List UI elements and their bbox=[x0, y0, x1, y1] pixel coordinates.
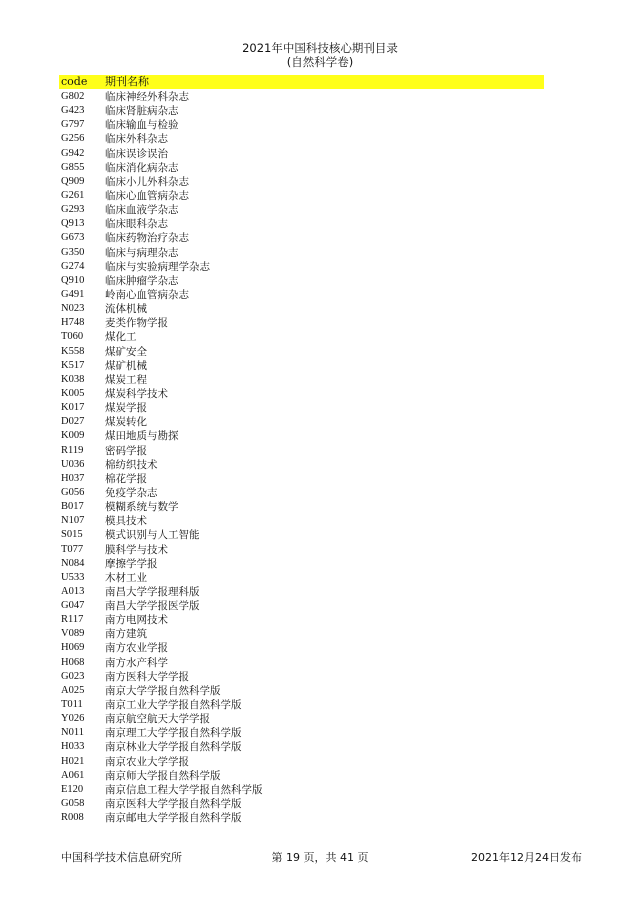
table-row bbox=[0, 387, 640, 401]
table-row bbox=[0, 670, 640, 684]
table-row bbox=[0, 401, 640, 415]
journal-code: N084 bbox=[61, 557, 85, 569]
journal-name: 麦类作物学报 bbox=[105, 317, 168, 330]
journal-name: 南京航空航天大学学报 bbox=[105, 713, 210, 726]
journal-code: G491 bbox=[61, 288, 85, 300]
journal-code: G023 bbox=[61, 670, 85, 682]
journal-name: 南京工业大学学报自然科学版 bbox=[105, 699, 242, 712]
table-row bbox=[0, 316, 640, 330]
journal-code: S015 bbox=[61, 529, 83, 541]
journal-name: 临床与实验病理学杂志 bbox=[105, 260, 210, 273]
journal-name: 模具技术 bbox=[105, 515, 147, 528]
journal-name: 临床血液学杂志 bbox=[105, 204, 179, 217]
table-row bbox=[0, 613, 640, 627]
journal-code: G261 bbox=[61, 189, 85, 201]
table-row bbox=[0, 755, 640, 769]
table-row bbox=[0, 472, 640, 486]
journal-name: 煤炭工程 bbox=[105, 373, 147, 386]
journal-name: 木材工业 bbox=[105, 571, 147, 584]
journal-code: A061 bbox=[61, 769, 85, 781]
table-row bbox=[0, 684, 640, 698]
table-row bbox=[0, 458, 640, 472]
table-row bbox=[0, 104, 640, 118]
journal-name: 南方医科大学学报 bbox=[105, 670, 189, 683]
journal-code: Q913 bbox=[61, 218, 85, 230]
journal-name: 南方建筑 bbox=[105, 628, 147, 641]
table-row bbox=[0, 132, 640, 146]
journal-name: 临床肾脏病杂志 bbox=[105, 105, 179, 118]
table-row bbox=[0, 345, 640, 359]
table-row bbox=[0, 161, 640, 175]
journal-name: 模式识别与人工智能 bbox=[105, 529, 200, 542]
journal-name: 临床误诊误治 bbox=[105, 147, 168, 160]
table-row bbox=[0, 274, 640, 288]
journal-name: 密码学报 bbox=[105, 444, 147, 457]
journal-name: 临床心血管病杂志 bbox=[105, 189, 189, 202]
journal-code: K517 bbox=[61, 359, 85, 371]
journal-name: 南京邮电大学学报自然科学版 bbox=[105, 812, 242, 825]
table-row bbox=[0, 599, 640, 613]
journal-code: G293 bbox=[61, 204, 85, 216]
table-row bbox=[0, 260, 640, 274]
table-row bbox=[0, 698, 640, 712]
table-row bbox=[0, 500, 640, 514]
journal-table bbox=[0, 90, 640, 825]
footer-institute: 中国科学技术信息研究所 bbox=[61, 851, 182, 864]
journal-code: T060 bbox=[61, 331, 84, 343]
table-row bbox=[0, 175, 640, 189]
journal-name: 煤化工 bbox=[105, 331, 137, 344]
journal-code: R117 bbox=[61, 614, 84, 626]
journal-name: 南京农业大学学报 bbox=[105, 755, 189, 768]
journal-name: 南方水产科学 bbox=[105, 656, 168, 669]
journal-code: A013 bbox=[61, 585, 85, 597]
column-header-name: 期刊名称 bbox=[105, 75, 149, 88]
journal-code: G056 bbox=[61, 486, 85, 498]
journal-name: 南京理工大学学报自然科学版 bbox=[105, 727, 242, 740]
table-row bbox=[0, 783, 640, 797]
footer-page-number: 第 19 页，共 41 页 bbox=[271, 851, 369, 864]
journal-name: 免疫学杂志 bbox=[105, 486, 158, 499]
table-row bbox=[0, 246, 640, 260]
journal-code: V089 bbox=[61, 628, 85, 640]
journal-name: 南昌大学学报理科版 bbox=[105, 585, 200, 598]
table-row bbox=[0, 712, 640, 726]
journal-name: 临床肿瘤学杂志 bbox=[105, 274, 179, 287]
table-row bbox=[0, 90, 640, 104]
journal-code: G423 bbox=[61, 105, 85, 117]
journal-code: G350 bbox=[61, 246, 85, 258]
journal-name: 模糊系统与数学 bbox=[105, 501, 179, 514]
table-row bbox=[0, 797, 640, 811]
table-row bbox=[0, 514, 640, 528]
journal-name: 南昌大学学报医学版 bbox=[105, 600, 200, 613]
journal-name: 棉花学报 bbox=[105, 472, 147, 485]
journal-code: G058 bbox=[61, 798, 85, 810]
table-row bbox=[0, 231, 640, 245]
table-row bbox=[0, 302, 640, 316]
journal-code: Q909 bbox=[61, 175, 85, 187]
journal-code: G802 bbox=[61, 91, 85, 102]
table-row bbox=[0, 811, 640, 825]
journal-name: 煤田地质与勘探 bbox=[105, 430, 179, 443]
journal-name: 煤矿机械 bbox=[105, 359, 147, 372]
column-header-code: code bbox=[61, 75, 88, 88]
journal-name: 临床消化病杂志 bbox=[105, 161, 179, 174]
journal-name: 棉纺织技术 bbox=[105, 458, 158, 471]
table-row bbox=[0, 528, 640, 542]
journal-code: G942 bbox=[61, 147, 85, 159]
table-row bbox=[0, 429, 640, 443]
journal-code: A025 bbox=[61, 684, 85, 696]
journal-name: 临床输血与检验 bbox=[105, 119, 179, 132]
footer-date: 2021年12月24日发布 bbox=[471, 851, 582, 864]
table-row bbox=[0, 656, 640, 670]
journal-code: G673 bbox=[61, 232, 85, 244]
journal-name: 临床小儿外科杂志 bbox=[105, 175, 189, 188]
journal-name: 临床药物治疗杂志 bbox=[105, 232, 189, 245]
table-row bbox=[0, 557, 640, 571]
table-row bbox=[0, 189, 640, 203]
table-row bbox=[0, 118, 640, 132]
journal-name: 流体机械 bbox=[105, 303, 147, 316]
journal-name: 煤矿安全 bbox=[105, 345, 147, 358]
table-row bbox=[0, 627, 640, 641]
journal-code: R008 bbox=[61, 812, 84, 824]
journal-code: H068 bbox=[61, 656, 85, 668]
journal-code: H021 bbox=[61, 755, 85, 767]
table-row bbox=[0, 726, 640, 740]
table-row bbox=[0, 330, 640, 344]
journal-code: H037 bbox=[61, 472, 85, 484]
journal-code: K017 bbox=[61, 402, 85, 414]
journal-code: G274 bbox=[61, 260, 85, 272]
journal-code: N107 bbox=[61, 515, 85, 527]
journal-name: 临床神经外科杂志 bbox=[105, 91, 189, 103]
journal-code: K005 bbox=[61, 387, 85, 399]
journal-code: G047 bbox=[61, 600, 85, 612]
journal-code: Y026 bbox=[61, 713, 85, 725]
journal-name: 南京信息工程大学学报自然科学版 bbox=[105, 783, 263, 796]
journal-code: G855 bbox=[61, 161, 85, 173]
table-row bbox=[0, 543, 640, 557]
table-row bbox=[0, 147, 640, 161]
table-row bbox=[0, 571, 640, 585]
journal-name: 临床与病理杂志 bbox=[105, 246, 179, 259]
journal-name: 临床外科杂志 bbox=[105, 133, 168, 146]
table-row bbox=[0, 288, 640, 302]
table-row bbox=[0, 359, 640, 373]
table-row bbox=[0, 415, 640, 429]
journal-code: E120 bbox=[61, 783, 84, 795]
journal-code: G256 bbox=[61, 133, 85, 145]
journal-name: 南京林业大学学报自然科学版 bbox=[105, 741, 242, 754]
table-row bbox=[0, 769, 640, 783]
journal-name: 摩擦学学报 bbox=[105, 557, 158, 570]
journal-name: 南京医科大学学报自然科学版 bbox=[105, 798, 242, 811]
table-row bbox=[0, 585, 640, 599]
journal-code: T077 bbox=[61, 543, 84, 555]
journal-name: 南京师大学报自然科学版 bbox=[105, 769, 221, 782]
page-subtitle: (自然科学卷) bbox=[286, 55, 354, 69]
table-row bbox=[0, 373, 640, 387]
journal-code: N011 bbox=[61, 727, 84, 739]
journal-name: 南方电网技术 bbox=[105, 614, 168, 627]
journal-name: 临床眼科杂志 bbox=[105, 218, 168, 231]
journal-name: 煤炭转化 bbox=[105, 416, 147, 429]
journal-name: 煤炭科学技术 bbox=[105, 387, 168, 400]
journal-name: 南方农业学报 bbox=[105, 642, 168, 655]
journal-code: U533 bbox=[61, 571, 85, 583]
table-row bbox=[0, 641, 640, 655]
page-title: 2021年中国科技核心期刊目录 bbox=[242, 41, 398, 55]
journal-code: R119 bbox=[61, 444, 84, 456]
journal-code: K038 bbox=[61, 373, 85, 385]
journal-name: 膜科学与技术 bbox=[105, 543, 168, 556]
journal-name: 南京大学学报自然科学版 bbox=[105, 684, 221, 697]
journal-name: 岭南心血管病杂志 bbox=[105, 288, 189, 301]
table-row bbox=[0, 486, 640, 500]
journal-code: D027 bbox=[61, 416, 85, 428]
table-row bbox=[0, 740, 640, 754]
journal-name: 煤炭学报 bbox=[105, 402, 147, 415]
table-row bbox=[0, 217, 640, 231]
journal-code: K558 bbox=[61, 345, 85, 357]
journal-code: Q910 bbox=[61, 274, 85, 286]
journal-code: H033 bbox=[61, 741, 85, 753]
journal-code: H069 bbox=[61, 642, 85, 654]
journal-code: K009 bbox=[61, 430, 85, 442]
table-row bbox=[0, 444, 640, 458]
journal-code: U036 bbox=[61, 458, 85, 470]
journal-code: G797 bbox=[61, 119, 85, 131]
journal-code: N023 bbox=[61, 303, 85, 315]
table-row bbox=[0, 203, 640, 217]
journal-code: B017 bbox=[61, 501, 84, 513]
journal-code: T011 bbox=[61, 699, 83, 711]
journal-code: H748 bbox=[61, 317, 85, 329]
